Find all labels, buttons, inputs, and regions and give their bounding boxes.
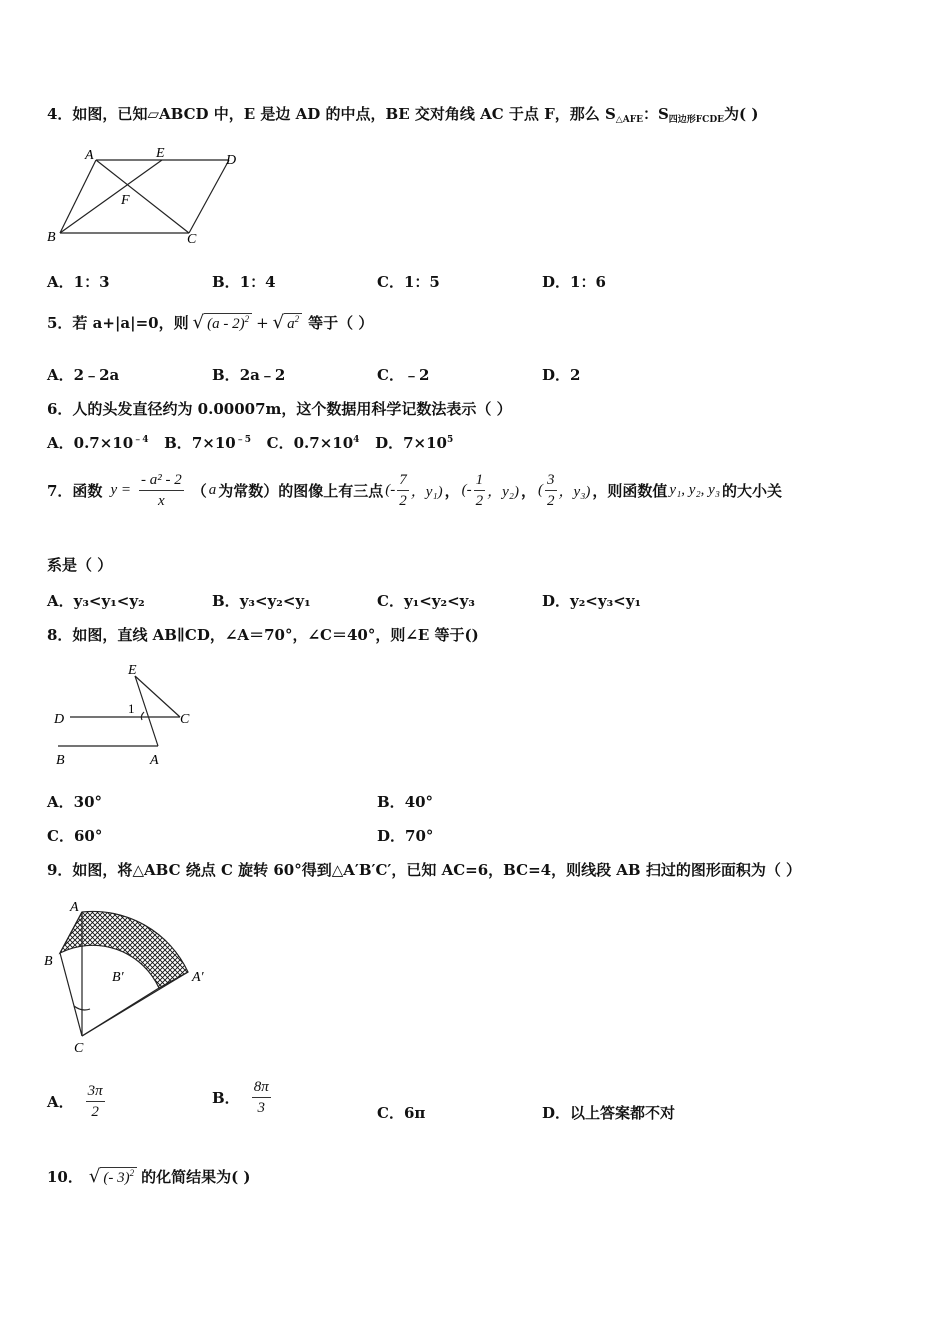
q7-p2-frac: $\frac{1}{2}$ bbox=[475, 472, 484, 509]
q7-option-d[interactable]: D．y₂<y₃<y₁ bbox=[542, 592, 642, 610]
swept-region bbox=[60, 911, 188, 988]
q9-rotation-figure bbox=[40, 895, 220, 1057]
q7-stem: 7．函数 y = $\frac{\text{- a² - 2}}{x}$ （ a 为常数）的图像上有三点 (- $\frac{7}{2}$ ，y₁) ， (- $\frac{1}{2}$ ，y₂) ， ( $\frac{3}{2}$ ，y₃) ，则函数值 y₁, y₂, y₃ 的大小关 bbox=[47, 472, 783, 509]
q7-p1-frac: $\frac{7}{2}$ bbox=[399, 472, 407, 509]
q8-label-c: C bbox=[180, 712, 190, 727]
q10-stem-text: 的化简结果为( ) bbox=[141, 1168, 251, 1186]
q8-option-a[interactable]: A．30° bbox=[47, 793, 103, 811]
q4-option-b[interactable]: B．1：4 bbox=[212, 273, 276, 291]
q8-parallel-lines-figure bbox=[50, 660, 210, 772]
q4-label-d: D bbox=[226, 153, 237, 168]
q7-stem-d: 的大小关 bbox=[722, 482, 783, 500]
q8-stem: 8．如图，直线 AB∥CD，∠A＝70°，∠C＝40°，则∠E 等于() bbox=[47, 626, 479, 644]
q9-stem: 9．如图，将△ABC 绕点 C 旋转 60°得到△A′B′C′，已知 AC=6，BC=4，则线段 AB 扫过的图形面积为（ ） bbox=[47, 861, 802, 879]
q8-label-b: B bbox=[56, 753, 65, 768]
q7-vals: y₁, y₂, y₃ bbox=[669, 482, 721, 498]
parallelogram-symbol: ▱ bbox=[147, 105, 159, 123]
q4-stem-b: ABCD 中，E 是边 AD 的中点，BE 交对角线 AC 于点 F，那么 S bbox=[159, 105, 616, 123]
q6-option-b[interactable]: B．$7\times 10^{﹣5}$ bbox=[164, 434, 251, 452]
q5-stem-a: 5．若 a+|a|=0，则 bbox=[47, 314, 189, 332]
q4-sub2: 四边形FCDE bbox=[668, 115, 725, 125]
q8-option-b[interactable]: B．40° bbox=[377, 793, 434, 811]
sqrt-sign: √ bbox=[192, 312, 205, 333]
q4-stem-a: 4．如图，已知 bbox=[47, 105, 148, 123]
q10-number: 10． bbox=[47, 1168, 83, 1186]
q5-sqrt2: a bbox=[287, 315, 295, 332]
q10-sqrt: (- 3) bbox=[103, 1169, 130, 1186]
q8-label-a: A bbox=[150, 753, 159, 768]
q4-label-a: A bbox=[85, 148, 94, 163]
q4-label-e: E bbox=[156, 146, 165, 161]
q4-stem bbox=[47, 103, 758, 125]
q4-label-c: C bbox=[187, 232, 197, 247]
q5-sqrt2-exp: 2 bbox=[294, 313, 300, 324]
q5-option-b[interactable]: B．2a﹣2 bbox=[212, 366, 286, 384]
q9-label-c: C bbox=[74, 1041, 84, 1056]
q4-option-c[interactable]: C．1：5 bbox=[377, 273, 440, 291]
q7-stem-line2: 系是（ ） bbox=[47, 556, 113, 574]
q9-option-a[interactable]: A． $\frac{3\pi}{2}$ bbox=[47, 1083, 103, 1120]
q7-stem-a: 7．函数 bbox=[47, 482, 103, 500]
q7-paren-open: （ bbox=[191, 482, 207, 500]
q7-option-a[interactable]: A．y₃<y₁<y₂ bbox=[47, 592, 145, 610]
q8-label-d: D bbox=[54, 712, 65, 727]
q5-stem bbox=[47, 312, 373, 333]
q7-a-var: a bbox=[208, 482, 217, 498]
q9-label-a-prime: A′ bbox=[192, 970, 204, 985]
q9-option-b[interactable]: B． $\frac{8\pi}{3}$ bbox=[212, 1079, 269, 1116]
sqrt-sign: √ bbox=[88, 1166, 101, 1187]
q5-sqrt1: (a - 2) bbox=[207, 315, 245, 332]
q7-option-c[interactable]: C．y₁<y₂<y₃ bbox=[377, 592, 475, 610]
q10-stem bbox=[47, 1166, 251, 1187]
q5-option-a[interactable]: A．2﹣2a bbox=[47, 366, 120, 384]
q9-option-c[interactable]: C．6π bbox=[377, 1104, 426, 1122]
q4-label-b: B bbox=[47, 230, 56, 245]
q10-sqrt-exp: 2 bbox=[129, 1167, 135, 1178]
q5-sqrt1-exp: 2 bbox=[244, 313, 250, 324]
q7-stem-b: 为常数）的图像上有三点 bbox=[218, 482, 384, 500]
q7-y-eq: y = bbox=[110, 482, 131, 498]
q6-option-d[interactable]: D．$7\times 10^5$ bbox=[375, 434, 454, 452]
q7-p3-frac: $\frac{3}{2}$ bbox=[547, 472, 555, 509]
q6-option-c[interactable]: C．$0.7\times 10^4$ bbox=[266, 434, 360, 452]
q8-option-c[interactable]: C．60° bbox=[47, 827, 103, 845]
q9-label-b: B bbox=[44, 954, 53, 969]
q7-option-b[interactable]: B．y₃<y₂<y₁ bbox=[212, 592, 311, 610]
q9-label-a: A bbox=[70, 900, 79, 915]
q5-option-d[interactable]: D．2 bbox=[542, 366, 581, 384]
q6-options bbox=[47, 432, 453, 453]
q8-label-e: E bbox=[128, 663, 137, 678]
q4-parallelogram-figure bbox=[44, 142, 244, 250]
q7-stem-c: ，则函数值 bbox=[592, 482, 668, 500]
q9-option-d[interactable]: D．以上答案都不对 bbox=[542, 1104, 676, 1122]
q4-label-f: F bbox=[121, 193, 130, 208]
q8-option-d[interactable]: D．70° bbox=[377, 827, 434, 845]
q5-stem-b: 等于（ ） bbox=[308, 314, 374, 332]
q7-function-fraction: $\frac{\text{- a² - 2}}{x}$ bbox=[140, 472, 182, 509]
q8-label-one: 1 bbox=[128, 701, 135, 716]
q5-option-c[interactable]: C．﹣2 bbox=[377, 366, 430, 384]
q4-stem-d: 为( ) bbox=[724, 105, 759, 123]
sqrt-sign: √ bbox=[272, 312, 285, 333]
q6-stem: 6．人的头发直径约为 0.00007m，这个数据用科学记数法表示（ ） bbox=[47, 400, 512, 418]
q4-option-a[interactable]: A．1：3 bbox=[47, 273, 110, 291]
q4-sub1: △AFE bbox=[615, 115, 643, 125]
q4-stem-c: ：S bbox=[642, 105, 669, 123]
q4-option-d[interactable]: D．1：6 bbox=[542, 273, 606, 291]
q5-plus: + bbox=[256, 313, 269, 332]
q6-option-a[interactable]: A．$0.7\times 10^{﹣4}$ bbox=[47, 434, 149, 452]
q9-label-b-prime: B′ bbox=[112, 970, 124, 985]
